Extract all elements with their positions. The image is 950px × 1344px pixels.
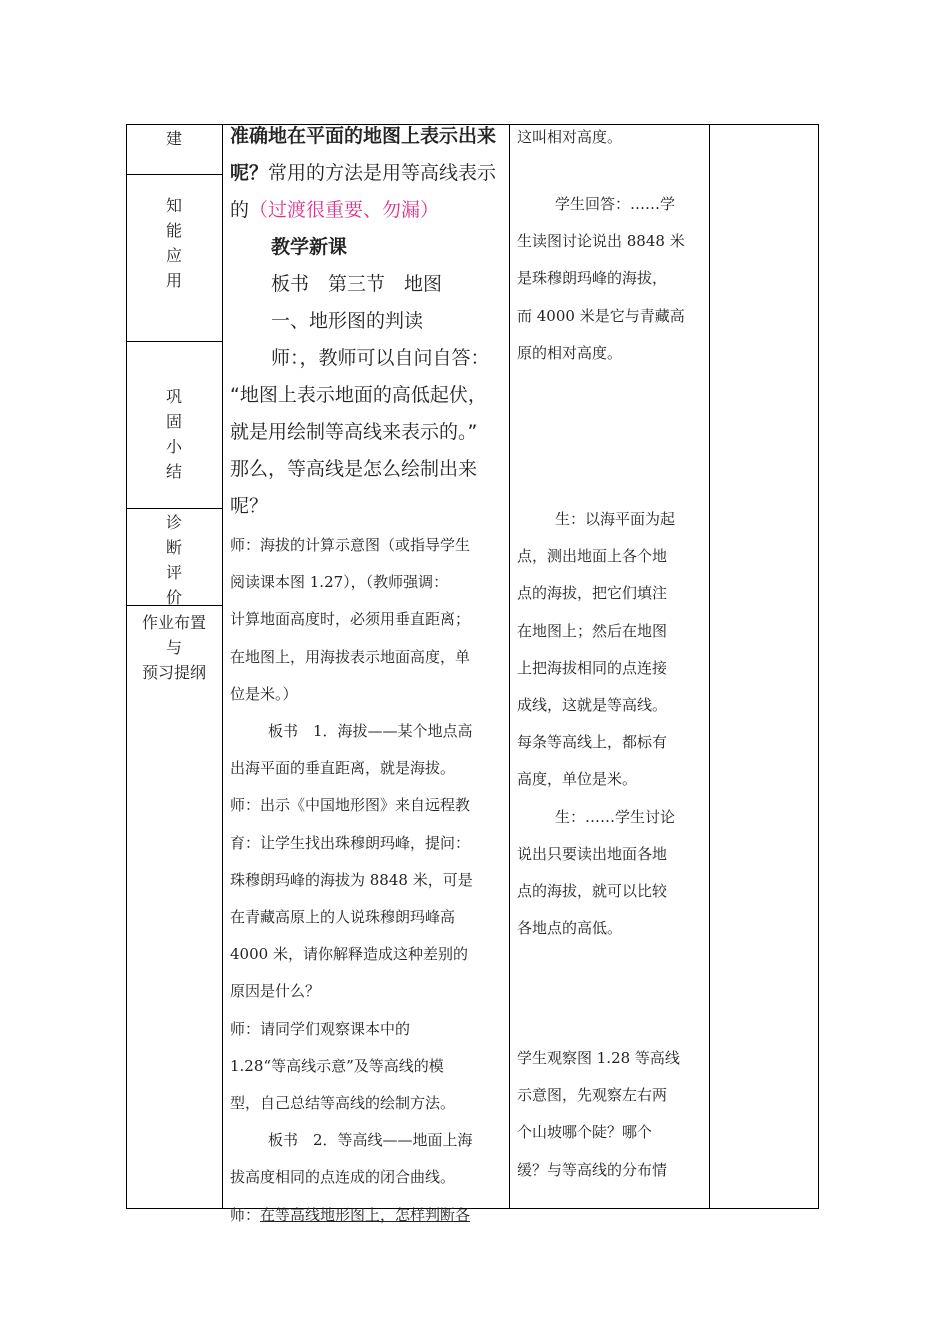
student-line: 点，测出地面上各个地	[517, 547, 668, 566]
transition-note: （过渡很重要、勿漏）	[249, 199, 440, 221]
body-line: 计算地面高度时，必须用垂直距离；	[230, 610, 471, 629]
label-cell-zhineng	[126, 193, 222, 293]
row-divider-1	[126, 174, 222, 175]
label-cell-zhenduan	[126, 510, 222, 610]
label-char: 巩	[165, 387, 182, 406]
student-line: 点的海拔，就可以比较	[517, 882, 668, 901]
label-cell-gonggu	[126, 384, 222, 484]
body-line: 师：出示《中国地形图》来自远程教	[230, 796, 471, 815]
right-block-2	[517, 186, 705, 372]
body-line: 型，自己总结等高线的绘制方法。	[230, 1094, 456, 1113]
body-line	[230, 1197, 504, 1234]
body-line: 出海平面的垂直距离，就是海拔。	[230, 759, 456, 778]
student-line: 点的海拔，把它们填注	[517, 584, 668, 603]
label-line: 作业布置	[141, 613, 206, 632]
body-line: 板书 1．海拔——某个地点高	[268, 722, 473, 741]
label-cell-zuoye	[126, 610, 222, 685]
section-title: 一、地形图的判读	[271, 310, 424, 332]
label-line: 预习提纲	[141, 663, 206, 682]
label-char: 小	[165, 437, 182, 456]
body-line: 原因是什么？	[230, 982, 321, 1001]
section-heading: 教学新课	[271, 236, 348, 258]
body-line: 阅读课本图 1.27），（教师强调：	[230, 573, 449, 592]
student-line: 生读图讨论说出 8848 米	[517, 232, 685, 251]
student-line: 各地点的高低。	[517, 919, 623, 938]
student-line: 高度，单位是米。	[517, 770, 638, 789]
label-char: 诊	[165, 513, 182, 532]
label-char: 建	[165, 129, 182, 148]
label-char: 能	[165, 221, 182, 240]
label-char: 结	[165, 462, 182, 481]
quote-line: 就是用绘制等高线来表示的。”	[230, 421, 478, 443]
label-char: 应	[165, 246, 182, 265]
body-line: 育：让学生找出珠穆朗玛峰，提问：	[230, 833, 471, 852]
student-line: 而 4000 米是它与青藏高	[517, 306, 685, 325]
intro-text: 常用的方法是用等高线表示	[268, 162, 497, 184]
body-line: 在地图上，用海拔表示地面高度，单	[230, 647, 471, 666]
label-line: 与	[165, 638, 182, 657]
body-line: 4000 米，请你解释造成这种差别的	[230, 945, 468, 964]
middle-body-block	[230, 527, 504, 1234]
label-cell-jian	[126, 126, 222, 151]
student-line: 生：以海平面为起	[555, 510, 676, 528]
intro-bold: 呢？	[230, 162, 269, 184]
teacher-line: 师：，教师可以自问自答：	[271, 347, 490, 369]
body-line: 师：海拔的计算示意图（或指导学生	[230, 536, 471, 554]
intro-line	[230, 192, 504, 229]
body-line: 位是米。）	[230, 684, 298, 703]
student-line: 学生回答：……学	[555, 195, 676, 213]
body-line: 板书 2．等高线——地面上海	[268, 1131, 473, 1150]
right-block-1	[517, 119, 705, 156]
middle-intro-block	[230, 118, 504, 525]
student-line: 说出只要读出地面各地	[517, 844, 668, 863]
board-title: 板书 第三节 地图	[271, 273, 443, 295]
label-char: 固	[165, 412, 182, 431]
label-char: 评	[165, 563, 182, 582]
underlined-text: 在等高线地形图上，怎样判断各	[260, 1205, 471, 1224]
body-line: 拔高度相同的点连成的闭合曲线。	[230, 1168, 456, 1187]
student-line: 每条等高线上，都标有	[517, 733, 668, 752]
label-char: 用	[165, 271, 182, 290]
student-line: 示意图，先观察左右两	[517, 1086, 668, 1105]
row-divider-3	[126, 508, 222, 509]
right-block-4	[517, 1040, 705, 1189]
intro-line: 准确地在平面的地图上表示出来	[230, 125, 497, 147]
student-line: 个山坡哪个陡？哪个	[517, 1123, 653, 1142]
column-divider-3	[709, 124, 710, 1209]
student-line: 学生观察图 1.28 等高线	[517, 1049, 680, 1067]
intro-text: 的	[230, 199, 250, 221]
body-text: 师：	[230, 1205, 261, 1224]
right-block-3	[517, 501, 705, 947]
body-line: 1.28“等高线示意”及等高线的模	[230, 1056, 444, 1075]
label-char: 知	[165, 196, 182, 215]
student-line: 原的相对高度。	[517, 343, 623, 362]
student-line: 是珠穆朗玛峰的海拔，	[517, 269, 668, 288]
body-line: 在青藏高原上的人说珠穆朗玛峰高	[230, 908, 456, 927]
student-line: 在地图上；然后在地图	[517, 621, 668, 640]
student-line: 缓？与等高线的分布情	[517, 1160, 668, 1179]
column-divider-2	[509, 124, 510, 1209]
quote-line: “地图上表示地面的高低起伏，	[230, 384, 487, 406]
column-divider-1	[222, 124, 223, 1209]
student-line: 成线，这就是等高线。	[517, 696, 668, 715]
student-line: 这叫相对高度。	[517, 128, 623, 146]
label-char: 断	[165, 538, 182, 557]
student-line: 生：……学生讨论	[555, 807, 676, 826]
body-line: 珠穆朗玛峰的海拔为 8848 米，可是	[230, 870, 473, 889]
student-line: 上把海拔相同的点连接	[517, 658, 668, 677]
body-line: 师：请同学们观察课本中的	[230, 1019, 411, 1038]
label-char: 价	[165, 588, 182, 607]
question-line: 呢？	[230, 495, 269, 517]
intro-line	[230, 155, 504, 192]
question-line: 那么，等高线是怎么绘制出来	[230, 458, 478, 480]
row-divider-2	[126, 341, 222, 342]
